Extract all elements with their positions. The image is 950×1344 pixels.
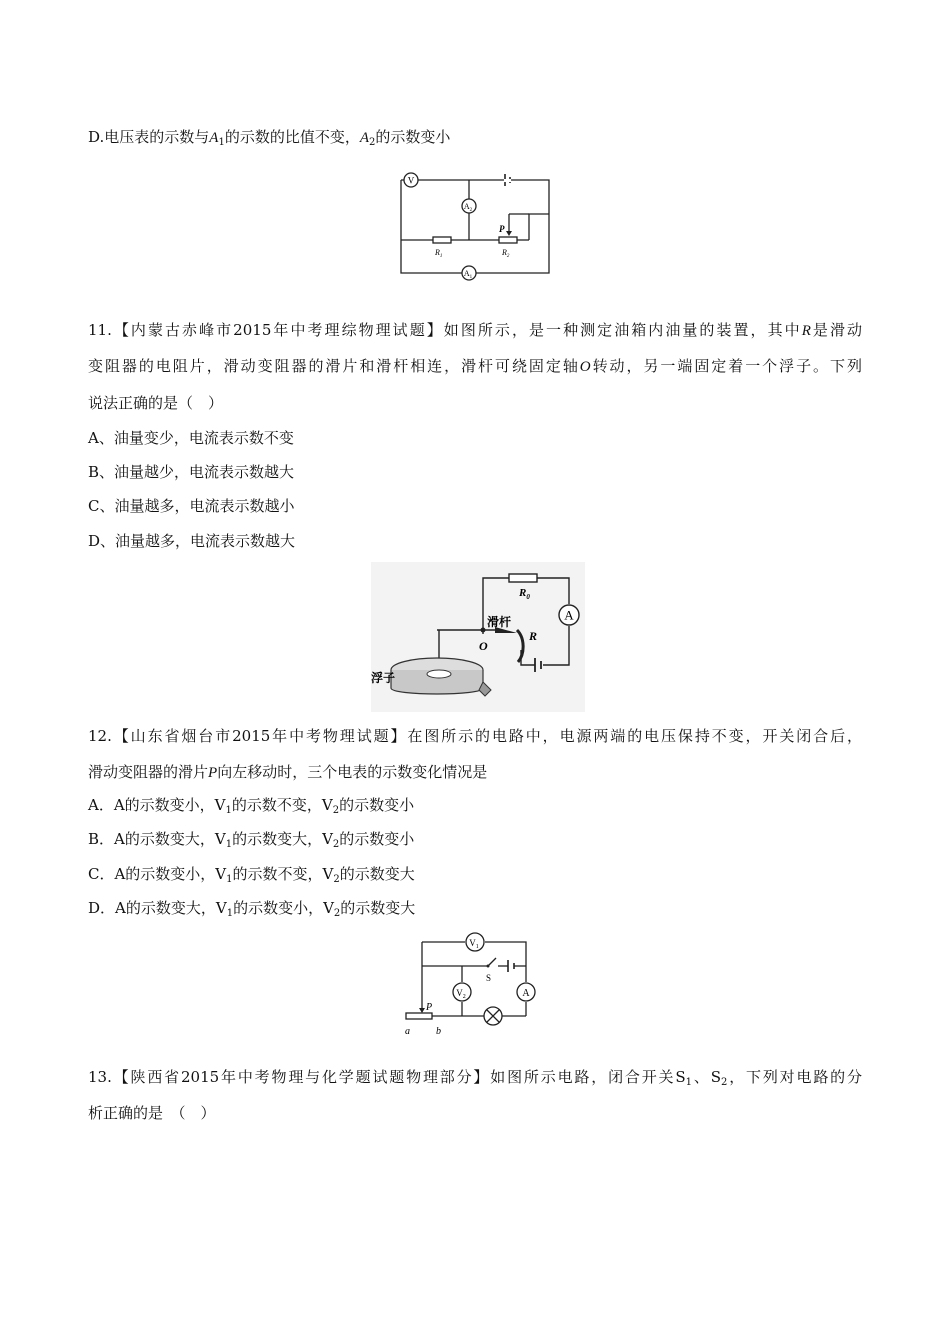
meter-v2-label: V bbox=[456, 988, 463, 998]
r2-sub: 2 bbox=[506, 254, 510, 259]
q12-option-d: D．A的示数变大，$V_1$的示数变小，$V_2$的示数变大 bbox=[88, 899, 416, 919]
r0-label: R bbox=[519, 587, 527, 599]
q10-circuit-figure bbox=[393, 170, 555, 288]
r2-label: R bbox=[502, 248, 507, 257]
q11-fuel-gauge-figure bbox=[371, 562, 585, 712]
meter-v1-sub: 1 bbox=[475, 944, 479, 950]
q13-stem-line-1: 13.【陕西省2015年中考物理与化学题试题物理部分】如图所示电路，闭合开关$S_1$、$S_2$，下列对电路的分 bbox=[88, 1068, 862, 1088]
slider-arrow-icon bbox=[506, 231, 512, 236]
meter-a-label: A bbox=[564, 607, 574, 623]
meter-a1-label: A bbox=[463, 269, 470, 278]
resistor-r1-icon bbox=[433, 237, 451, 243]
meter-a2-label: A bbox=[463, 202, 470, 211]
q11-option-c: C、油量越多，电流表示数越小 bbox=[88, 497, 295, 515]
meter-v2-sub: 2 bbox=[462, 994, 466, 1000]
a-label: a bbox=[405, 1026, 410, 1037]
svg-text:R1 bbox=[434, 248, 442, 259]
meter-v1-label: V bbox=[469, 938, 476, 948]
r1-label: R bbox=[435, 248, 440, 257]
r0-sub: 0 bbox=[526, 593, 530, 601]
resistor-r0-icon bbox=[509, 574, 537, 582]
rheostat-icon bbox=[406, 1013, 432, 1019]
q12-stem-line-1: 12.【山东省烟台市2015年中考物理试题】在图所示的电路中，电源两端的电压保持不变，开关闭合后， bbox=[88, 727, 862, 745]
rheostat-r2-icon bbox=[499, 237, 517, 243]
q13-stem-line-2: 析正确的是 （ ） bbox=[88, 1104, 216, 1122]
q12-stem-line-2: 滑动变阻器的滑片P向左移动时，三个电表的示数变化情况是 bbox=[88, 763, 488, 781]
meter-a-label: A bbox=[522, 988, 530, 999]
r1-sub: 1 bbox=[439, 254, 443, 259]
q11-stem-line-3: 说法正确的是（ ） bbox=[88, 394, 224, 412]
meter-v-label: V bbox=[407, 175, 415, 186]
p-label: P bbox=[426, 1002, 433, 1013]
rod-label: 滑杆 bbox=[487, 615, 512, 629]
q11-stem-line-1: 11.【内蒙古赤峰市2015年中考理综物理试题】如图所示，是一种测定油箱内油量的装置，其中R是滑动 bbox=[88, 321, 862, 339]
slider-arrow-icon bbox=[419, 1008, 425, 1013]
o-label: O bbox=[479, 639, 488, 653]
p-label: P bbox=[499, 224, 505, 234]
q11-stem-line-2: 变阻器的电阻片，滑动变阻器的滑片和滑杆相连，滑杆可绕固定轴O转动，另一端固定着一个浮子。下列 bbox=[88, 357, 862, 375]
r-label: R bbox=[529, 629, 538, 643]
s-label: S bbox=[486, 973, 492, 983]
q11-option-d: D、油量越多，电流表示数越大 bbox=[88, 532, 296, 550]
meter-a1-sub: 1 bbox=[469, 275, 473, 280]
q11-option-b: B、油量越少，电流表示数越大 bbox=[88, 463, 295, 481]
q11-option-a: A、油量变少，电流表示数不变 bbox=[88, 429, 294, 447]
oil-tank-icon bbox=[391, 658, 491, 696]
battery-icon bbox=[508, 960, 514, 972]
q12-circuit-figure bbox=[400, 930, 556, 1042]
meter-a2-sub: 2 bbox=[469, 208, 473, 213]
switch-icon bbox=[488, 958, 496, 966]
float-label: 浮子 bbox=[371, 671, 396, 685]
q12-option-b: B．A的示数变大，$V_1$的示数变大，$V_2$的示数变小 bbox=[88, 830, 415, 850]
q10-option-d: D.电压表的示数与$A_1$的示数的比值不变，$A_2$的示数变小 bbox=[88, 128, 451, 148]
b-label: b bbox=[436, 1026, 441, 1037]
q12-option-c: C．A的示数变小，$V_1$的示数不变，$V_2$的示数变大 bbox=[88, 865, 415, 885]
svg-text:R2 bbox=[501, 248, 510, 259]
q12-option-a: A．A的示数变小，$V_1$的示数不变，$V_2$的示数变小 bbox=[88, 796, 415, 816]
